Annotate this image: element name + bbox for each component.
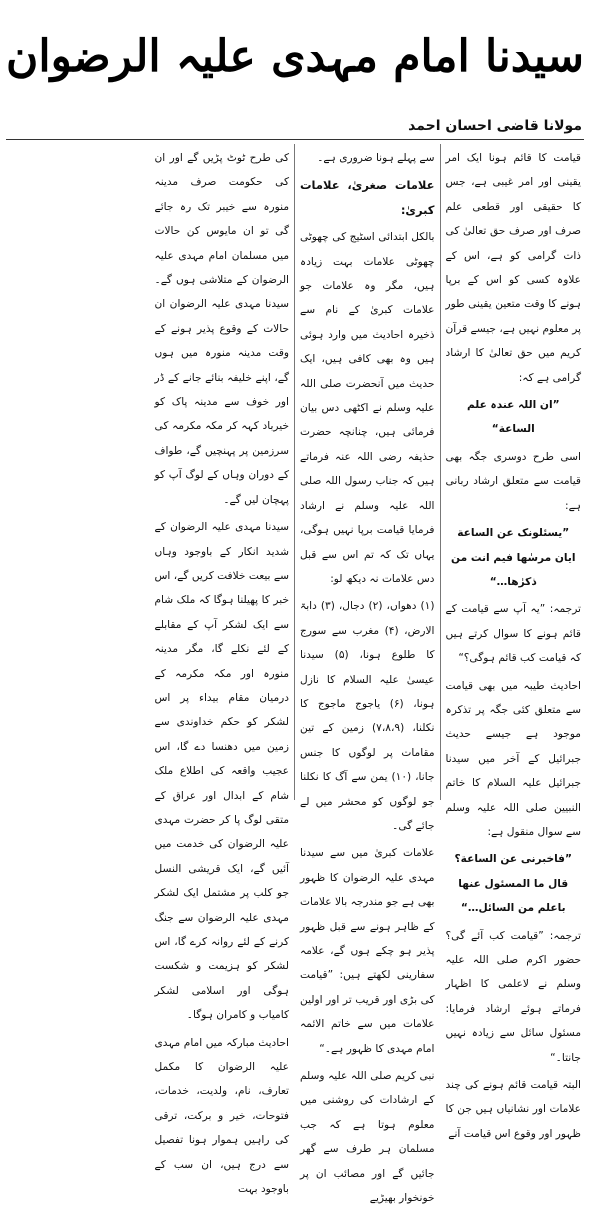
column-3	[150, 144, 296, 1196]
paragraph: ترجمہ: ”قیامت کب آئے گی؟ حضور اکرم صلی اللہ علیہ وسلم نے لاعلمی کا اظہار فرماتے ہوئے ارشاد فرمایا: مسئول سائل سے زیادہ نہیں جانتا۔“	[445, 929, 581, 1064]
article-columns	[4, 144, 586, 1205]
arabic-quote: ”فاخبرنی عن الساعة؟ قال ما المسئول عنھا باعلم من السائل…“	[454, 853, 572, 915]
paragraph: البتہ قیامت قائم ہونے کی چند علامات اور نشانیاں ہیں جن کا ظہور اور وقوع اس قیامت آنے	[445, 1079, 581, 1140]
arabic-quote: ”ان اللہ عندہ علم الساعة“	[466, 399, 560, 436]
author-byline: مولانا قاضی احسان احمد	[408, 118, 582, 134]
paragraph: قیامت کا قائم ہونا ایک امر یقینی اور امر غیبی ہے، جس کا حقیقی اور قطعی علم صرف اور صرف حق تعالیٰ کی ذات گرامی کو ہے، اس کے علاوہ کسی کو اس کے برپا ہونے کا وقت متعین یقینی طور پر معلوم نہیں ہے، جیسے قرآن کریم میں حق تعالیٰ کا ارشاد گرامی ہے کہ:	[445, 152, 581, 384]
paragraph: علامات کبریٰ میں سے سیدنا مہدی علیہ الرضوان کا ظہور بھی ہے جو مندرجہ بالا علامات کے ظاہر ہونے سے قبل ظہور پذیر ہو چکے ہوں گے، علامہ سفارینی لکھتے ہیں: ”قیامت کی بڑی اور قریب تر اور اولین علامات میں سے خاتم الائمہ امام مہدی کا ظہور ہے۔“	[300, 847, 435, 1055]
paragraph: (۱) دھواں، (۲) دجال، (۳) دابۃ الارض، (۴) مغرب سے سورج کا طلوع ہونا، (۵) سیدنا عیسیٰ علیہ السلام کا نازل ہونا، (۶) یاجوج ماجوج کا نکلنا، (۷،۸،۹) زمین کے تین مقامات پر لوگوں کا جنس جانا، (۱۰) یمن سے آگ کا نکلنا جو لوگوں کو محشر میں لے جائے گی۔	[300, 600, 435, 832]
paragraph: ترجمہ: ”یہ آپ سے قیامت کے قائم ہونے کا سوال کرتے ہیں کہ قیامت کب قائم ہوگی؟“	[445, 603, 581, 665]
column-2	[295, 144, 441, 1205]
article-title: سیدنا امام مہدی علیہ الرضوان	[6, 31, 584, 82]
paragraph: احادیث طیبہ میں بھی قیامت سے متعلق کئی جگہ پر تذکرہ موجود ہے جیسے حدیث جبرائیل کے آخر میں سیدنا جبرائیل علیہ السلام کا خاتم النبیین صلی اللہ علیہ وسلم سے سوال منقول ہے:	[445, 679, 581, 838]
arabic-quote: ”یسئلونک عن الساعة ایان مرسٰھا فیم انت من ذکرٰھا…“	[451, 527, 576, 588]
paragraph: سیدنا مہدی علیہ الرضوان کے شدید انکار کے باوجود وہاں سے بیعت خلافت کریں گے، اس خبر کا پھیلنا ہوگا کہ ملک شام سے ایک لشکر آپ کے مقابلے کے لئے نکلے گا، مگر مدینہ منورہ اور مکہ مکرمہ کے درمیان مقام بیداء پر اس لشکر کو حکم خداوندی سے زمین میں دھنسا دے گا، اس عجیب واقعہ کی اطلاع ملک شام کے ابدال اور عراق کے متقی لوگ پا کر حضرت مہدی علیہ الرضوان کی خدمت میں آئیں گے، ایک قریشی النسل جو کلب پر مشتمل ایک لشکر مہدی علیہ الرضوان سے جنگ کرنے کے لئے روانہ کرے گا، اس لشکر کو ہزیمت و شکست ہوگی اور اسلامی لشکر کامیاب و کامران ہوگا۔	[154, 521, 289, 1022]
section-heading: علامات صغریٰ، علامات کبریٰ:	[300, 178, 435, 217]
paragraph: احادیث مبارکہ میں امام مہدی علیہ الرضوان کا مکمل تعارف، نام، ولدیت، خدمات، فتوحات، خیر و برکت، ترقی کی راہیں ہموار ہونا تفصیل سے درج ہیں، ان سب کے باوجود بہت	[154, 1036, 289, 1196]
header-divider	[6, 139, 584, 140]
paragraph: اسی طرح دوسری جگہ بھی قیامت سے متعلق ارشاد ربانی ہے:	[445, 450, 581, 512]
paragraph: نبی کریم صلی اللہ علیہ وسلم کے ارشادات کی روشنی میں معلوم ہوتا ہے کہ جب مسلمان ہر طرف سے گھر جائیں گے اور مصائب ان پر خونخوار بھیڑیے	[300, 1070, 435, 1205]
paragraph: کی طرح ٹوٹ پڑیں گے اور ان کی حکومت صرف مدینہ منورہ سے خیبر تک رہ جائے گی تو ان مایوس کن حالات میں مسلمان امام مہدی علیہ الرضوان کے متلاشی ہوں گے۔ سیدنا مہدی علیہ الرضوان ان حالات کے وقوع پذیر ہونے کے وقت مدینہ منورہ میں ہوں گے، اپنے خلیفہ بنائے جانے کے ڈر اور خوف سے مدینہ پاک کو خیرباد کہہ کر مکہ مکرمہ کی سرزمین پر پہنچیں گے، طواف کے دوران وہاں کے لوگ آپ کو پہچان لیں گے۔	[154, 152, 289, 506]
paragraph: بالکل ابتدائی اسٹیج کی چھوٹی چھوٹی علامات بہت زیادہ ہیں، مگر وہ علامات جو علامات کبریٰ کے نام سے ذخیرہ احادیث میں وارد ہوئی ہیں وہ بھی کافی ہیں، ایک حدیث میں آنحضرت صلی اللہ علیہ وسلم نے اکٹھی دس بیان فرمائی ہیں، چنانچہ حضرت حذیفہ رضی اللہ عنہ فرماتے ہیں کہ جناب رسول اللہ صلی اللہ علیہ وسلم نے ارشاد فرمایا قیامت برپا نہیں ہوگی، یہاں تک کہ تم اس سے قبل دس علامات نہ دیکھ لو:	[300, 231, 435, 585]
column-1	[441, 144, 587, 1140]
paragraph: سے پہلے ہونا ضروری ہے۔	[317, 152, 435, 164]
